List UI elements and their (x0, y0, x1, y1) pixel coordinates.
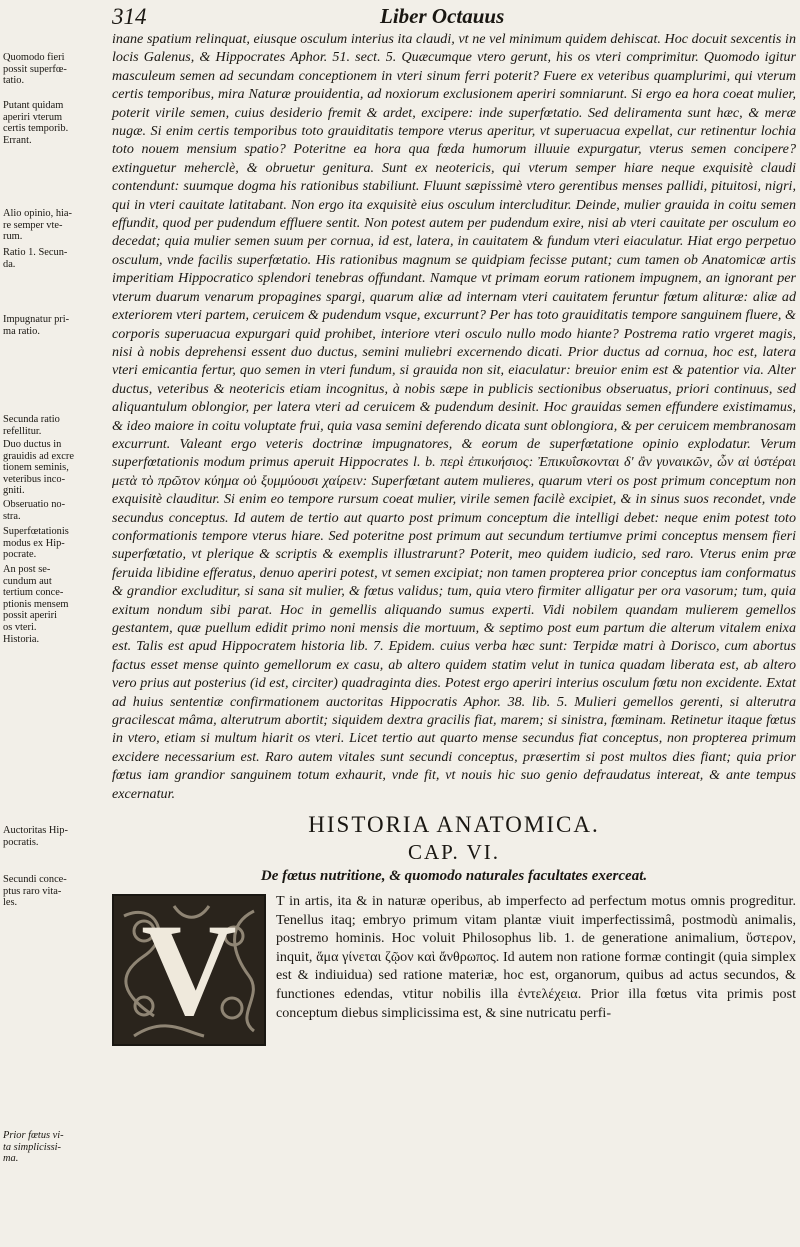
running-title: Liber Octauus (380, 4, 505, 28)
margin-note: Putant quidam aperiri vterum certis temporib. Errant. (3, 100, 69, 146)
margin-note: Auctoritas Hip- pocratis. (3, 825, 68, 848)
chapter-paragraph: T in artis, ita & in naturæ operibus, ab imperfecto ad perfectum motus omnis progreditur. Tenellus itaq; embryo primum vitam plantæ viuit imperfectissimâ, postmodù animalis, postremo hominis. Hoc voluit Philosophus lib. 1. de generatione animalium, ὕστερον, inquit, ἅμα γίνεται ζῷον καὶ ἄνθρωπος. Id autem non ratione formæ contingit (quia simplex est & indiuidua) sed ratione materiæ, hoc est, organorum, quibus ad actus secundos, & functiones edendas, vtitur nobilis illa ἐντελέχεια. Prior illa fœtus vita primis post conceptum diebus simplicissima est, & sine nutricatu perfi- (276, 893, 796, 1021)
margin-notes-column (3, 52, 111, 1242)
section-heading: HISTORIA ANATOMICA. (308, 812, 600, 838)
margin-note: Duo ductus in grauidis ad excre tionem seminis, veteribus inco- gniti. (3, 439, 74, 496)
margin-note: Impugnatur pri- ma ratio. (3, 314, 70, 337)
chapter-label: CAP. VI. (407, 840, 501, 865)
chapter-subtitle: De fœtus nutritione, & quomodo naturales facultates exerceat. (260, 868, 648, 885)
margin-note: An post se- cundum aut tertium conce- ptionis mensem possit aperiri os vteri. (3, 564, 69, 633)
margin-note: Historia. (3, 634, 40, 645)
margin-note: Secundi conce- ptus raro vita- les. (3, 874, 67, 908)
margin-note: Superfœtationis modus ex Hip- pocrate. (3, 526, 69, 560)
initial-letter: V (141, 896, 237, 1044)
chapter-body (112, 892, 796, 1044)
margin-note: Ratio 1. Secun- da. (3, 247, 68, 270)
page-number: 314 (112, 4, 147, 29)
margin-note: Quomodo fieri possit superfœ- tatio. (3, 52, 67, 86)
margin-note: Obseruatio no- stra. (3, 499, 66, 522)
margin-note: Prior fœtus vi- ta simplicissi- ma. (3, 1130, 64, 1164)
main-text-column (112, 30, 796, 1046)
body-paragraph: inane spatium relinquat, eiusque osculum interius ita claudi, vt ne vel minimum quidem dehiscat. Hoc docuit sexcentis in locis Galenus, & Hippocrates Aphor. 51. sect. 5. Quæcumque vtero gerunt, his os vteri comprimitur. Quomodo igitur masculeum semen ad secundam conceptionem in vteri sinum ferri poterit? Fuere ex veteribus quamplurimi, qui vterum certis temporibus, mira Naturæ prouidentia, ad noxiorum exclusionem aperiri somniarunt. Si ergo ea hora coeat mulier, poterit virile semen, cuius desiderio fremit & ardet, excipere: inde superfœtatio. Sed deliramenta sunt hæc, & meræ nugæ. Si enim certis temporibus toto grauiditatis tempore vterus aperitur, vt superuacua expellat, cur retinentur lochia toto nouem mensium spatio? Poteritne ea hora qua fœda humorum illuuie expurgatur, vterus semen concipere? extinguetur meherclè, & obruetur genitura. Sunt ex neotericis, qui vterum semper hiare neque exquisitè claudi contendunt: suumque dogma his rationibus stabiliunt. Fluunt sæpissimè vtero gerentibus menses pallidi, pituitosi, nigri, qui in vteri cauitate latitabant. Non ergo ita exquisitè eius osculum intercluditur. Deinde, mulier grauida in coitu semen effundit, quod per pudendum effluere sentit. Non potest autem per pudendum exire, nisi ab vteri cauitate per osculum eo decedat; quia mulier semen suum per cornua, id est, latera, in cauitatem & fundum vteri eiaculatur. Hiat ergo perpetuo osculum, vnde facilis superfœtatio. His rationibus magnum se quidpiam fecisse putant; cum tamen ob Anatomicæ artis imperitiam Hippocratico splendori tenebras offundant. Namque vt primam eorum rationem impugnem, an ignorant per vterum duarum venarum propagines spargi, quarum aliæ ad internam vteri cauitatem feruntur fœtum alituræ: aliæ ad exteriorem vteri partem, ceruicem & pudendum vsque, excurrunt? Per has toto grauiditatis tempore sanguinem fluere, & corporis superuacua expurgari quid prohibet, interiore vteri osculo nullo modo hiante? Postrema ratio vrgeret magis, nisi à nobis deprehensi essent duo ductus, semini muliebri excernendo dicati. Prior ductus ad cornua, hoc est, latera vteri emicantia fertur, quo semen in vteri fundum, si grauida non sit, eiaculatur: breuior enim est & patentior via. Alter ductus, veteribus & neotericis etiam incognitus, à nobis sæpe in publicis sectionibus obseruatus, priori continuus, sed aliquantulum oblongior, per latera vteri ad ceruicem & pudendum desinit. Hoc grauidas semen effundere existimamus, & ideo maiore in coitu voluptate frui, quia vasa semini deferendo dicata sunt oblongiora, & per ceruicem membranosam excurrunt. Valeant ergo veteris doctrinæ impugnatores, & eorum de superfœtatione opinio explodatur. Verum superfœtationis modum primus aperuit Hippocrates l. b. περὶ ἐπικυήσιος: Ἐπικυΐσκονται δ' ἂν γυναικῶν, ὧν αἱ ὑστέραι μετὰ τὸ πρῶτον κύημα οὐ ξυμμύουσι χαίρειν: Superfœtant autem mulieres, quarum vteri os post primum conceptum non exquisitè clauditur. Si enim eo tempore rursum coeat mulier, virile semen facilè excipiet, & in sinus suos recondet, vnde secundus conceptus. Id autem de tertio aut quarto post primum conceptum die intelligi debet: neque enim potest toto conformationis tempore vterus hiare. Sed poteritne post primum aut secundum tertiumve primi conceptus mensem fieri superfœtatio, vt plerique & scriptis & exemplis illustrarunt? Poterit, meo quidem iudicio, sed raro. Vterus enim præ feruida libidine efferatus, denuo aperiri potest, vt semen excipiat; non tamen propterea prior conceptus iam conformatus & grandior excluditur, si sana sit mulier, & fœtus validus; tum, quia vtero firmiter alligatur per ora vasorum; tum, quia exitum nondum sibi parat. Hoc in gemellis aliquando sumus experti. Vidi nobilem quandam mulierem gemellos gestantem, quæ puellum edidit primo noni mensis die mortuum, & septimo post eum partum die alterum vitalem enixa est. Talis est apud Hippocratem historia lib. 7. Epidem. cuius verba hæc sunt: Terpidæ matri à Dorisco, cum abortus factus esset mense quinto gemellorum ex casu, ab altero quidem statim velut in tunica quadam liberata est, ab altero vero prius aut posterius (id est, circiter) quadraginta dies. Potest ergo aperiri interius osculum fœtu non excidente. Extat ad huius sententiæ confirmationem auctoritas Hippocratis Aphor. 38. lib. 5. Mulieri gemellos gerenti, si alterutra gracilescat mâma, alterutrum abortit; siquidem dextra gracilis fiat, marem; si sinistra, fœminam. Retinetur itaque fœtus in vtero, etiam si multum hiarit os vteri. Licet tertio aut quarto mense secundus fiat conceptus, non propterea primum excidere necessarium est. Raro autem vitales sunt secundi conceptus, præsertim si post multos dies fiant; quia prior fœtus iam grandior sanguinem totum exhaurit, vnde fit, vt nouis hic suo genio defraudatus intereat, & ante tempus excernatur. (112, 31, 796, 802)
margin-note: Secunda ratio refellitur. (3, 414, 60, 437)
margin-note: Alio opinio, hia- re semper vte- rum. (3, 208, 72, 242)
decorated-initial (112, 894, 266, 1046)
